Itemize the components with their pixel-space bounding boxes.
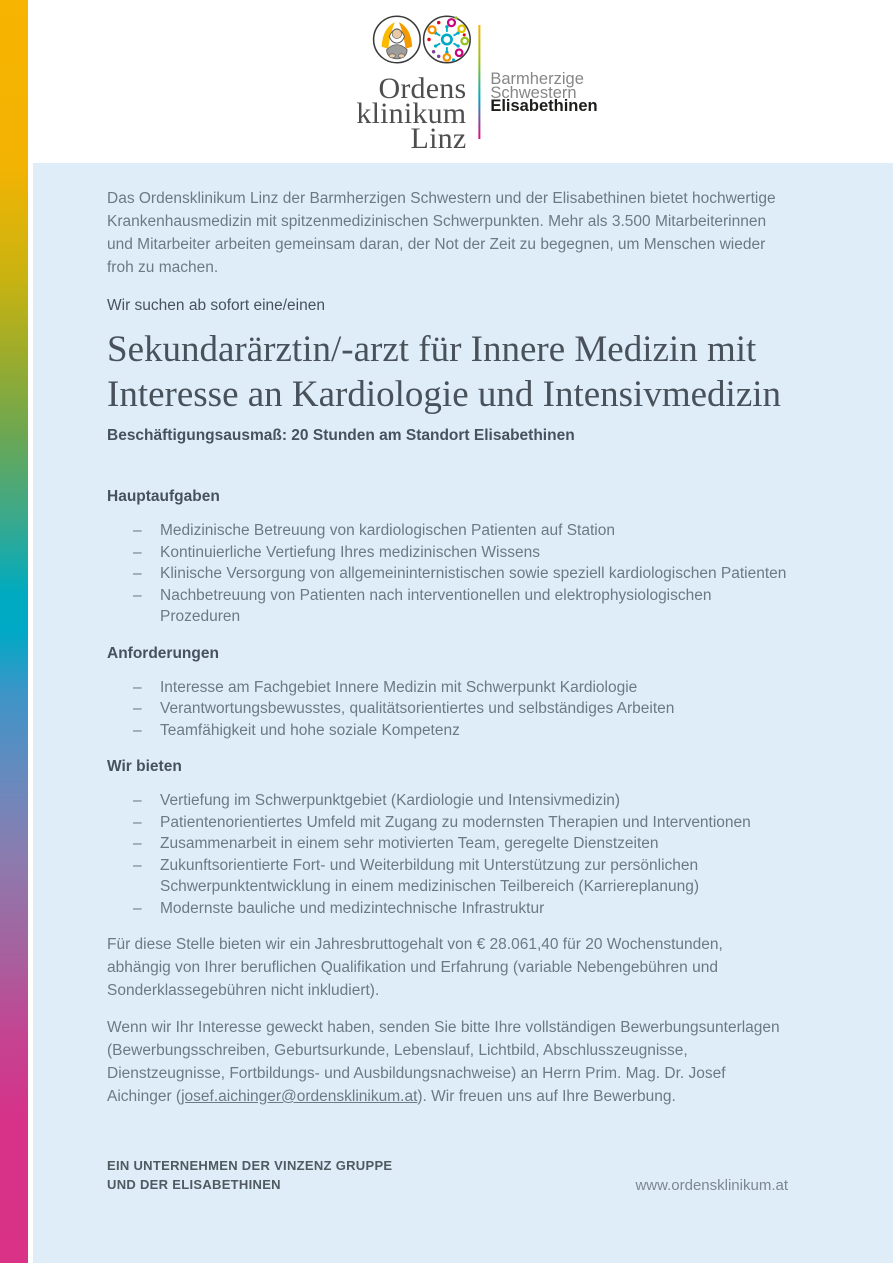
list-item: – Teamfähigkeit und hohe soziale Kompetenz [133, 720, 788, 742]
logo-left-block [356, 15, 467, 155]
barmherzige-schwestern-emblem-icon [372, 15, 421, 69]
job-title: Sekundarärztin/-arzt für Innere Medizin mit Interesse an Kardiologie und Intensivmedizin [107, 329, 782, 415]
section-wir-bieten [107, 755, 788, 919]
company-statement-line: EIN UNTERNEHMEN DER VINZENZ GRUPPE [107, 1158, 393, 1173]
job-posting-content [0, 163, 893, 1108]
application-paragraph [107, 1016, 788, 1108]
salary-paragraph: Für diese Stelle bieten wir ein Jahresbruttogehalt von € 28.061,40 für 20 Wochenstunden, abhängig von Ihrer beruflichen Qualifikation und Erfahrung (variable Nebengebühren und Sonderklassegebühren nicht inkludiert). [107, 936, 723, 999]
logo-wordmark-line: Linz [410, 122, 467, 155]
list-item: – Zukunftsorientierte Fort- und Weiterbildung mit Unterstützung zur persönlichen Schwerpunktentwicklung in einem medizinischen Teilbereich (Karriereplanung) [133, 855, 788, 898]
logo-wordmark-line: Ordens [378, 72, 467, 105]
application-text-before-email: Wenn wir Ihr Interesse geweckt haben, senden Sie bitte Ihre vollständigen Bewerbungsunterlagen (Bewerbungsschreiben, Geburtsurkunde, Lebenslauf, Lichtbild, Abschlusszeugnisse, Dienstzeugnisse, Fortbildungs- und Ausbildungsnachweise) an Herrn Prim. Mag. Dr. Josef Aichinger ( [107, 1019, 780, 1105]
website-url: www.ordensklinikum.at [635, 1177, 788, 1194]
lead-in-line: Wir suchen ab sofort eine/einen [107, 297, 325, 314]
list-item: – Medizinische Betreuung von kardiologischen Patienten auf Station [133, 520, 788, 542]
page-footer [107, 1156, 788, 1194]
list-item: – Patientenorientiertes Umfeld mit Zugang zu modernsten Therapien und Interventionen [133, 812, 788, 834]
section-list [133, 677, 788, 742]
list-item: – Vertiefung im Schwerpunktgebiet (Kardiologie und Intensivmedizin) [133, 790, 788, 812]
partner-names [490, 15, 597, 114]
intro-paragraph: Das Ordensklinikum Linz der Barmherzigen Schwestern und der Elisabethinen bietet hochwertige Krankenhausmedizin mit spitzenmedizinischen Schwerpunkten. Mehr als 3.500 Mitarbeiterinnen und Mitarbeiter arbeiten gemeinsam daran, der Not der Zeit zu begegnen, um Menschen wieder froh zu machen. [107, 190, 776, 276]
partner-name-line: Barmherzige [490, 70, 584, 88]
partner-name-line: Schwestern [490, 83, 577, 102]
logo-emblems [356, 15, 471, 69]
section-hauptaufgaben [107, 485, 788, 628]
section-heading: Wir bieten [107, 758, 182, 775]
partner-name-elisabethinen: Elisabethinen [490, 97, 598, 115]
page-header [33, 0, 893, 163]
logo-wordmark-line: klinikum [356, 97, 467, 130]
list-item: – Interesse am Fachgebiet Innere Medizin mit Schwerpunkt Kardiologie [133, 677, 788, 699]
list-item: – Klinische Versorgung von allgemeininternistischen sowie speziell kardiologischen Patienten [133, 563, 788, 585]
company-statement [107, 1156, 392, 1194]
section-list [133, 520, 788, 628]
section-heading: Anforderungen [107, 644, 219, 662]
list-item: – Nachbetreuung von Patienten nach interventionellen und elektrophysiologischen Prozeduren [133, 585, 788, 628]
list-item: – Modernste bauliche und medizintechnische Infrastruktur [133, 898, 788, 920]
employment-extent-line: Beschäftigungsausmaß: 20 Stunden am Standort Elisabethinen [107, 427, 575, 444]
section-heading: Hauptaufgaben [107, 488, 220, 505]
application-text-after-email: ). Wir freuen uns auf Ihre Bewerbung. [417, 1088, 676, 1105]
list-item: – Zusammenarbeit in einem sehr motivierten Team, geregelte Dienstzeiten [133, 833, 788, 855]
list-item: – Kontinuierliche Vertiefung Ihres medizinischen Wissens [133, 542, 788, 564]
company-statement-line: UND DER ELISABETHINEN [107, 1177, 281, 1192]
elisabethinen-emblem-icon [422, 15, 471, 69]
email-link[interactable]: josef.aichinger@ordensklinikum.at [181, 1088, 418, 1105]
logo-wordmark [356, 72, 467, 155]
ordensklinikum-logo [356, 15, 598, 155]
section-list [133, 790, 788, 919]
list-item: – Verantwortungsbewusstes, qualitätsorientiertes und selbständiges Arbeiten [133, 698, 788, 720]
section-anforderungen [107, 642, 788, 742]
logo-divider-gradient [478, 25, 480, 139]
